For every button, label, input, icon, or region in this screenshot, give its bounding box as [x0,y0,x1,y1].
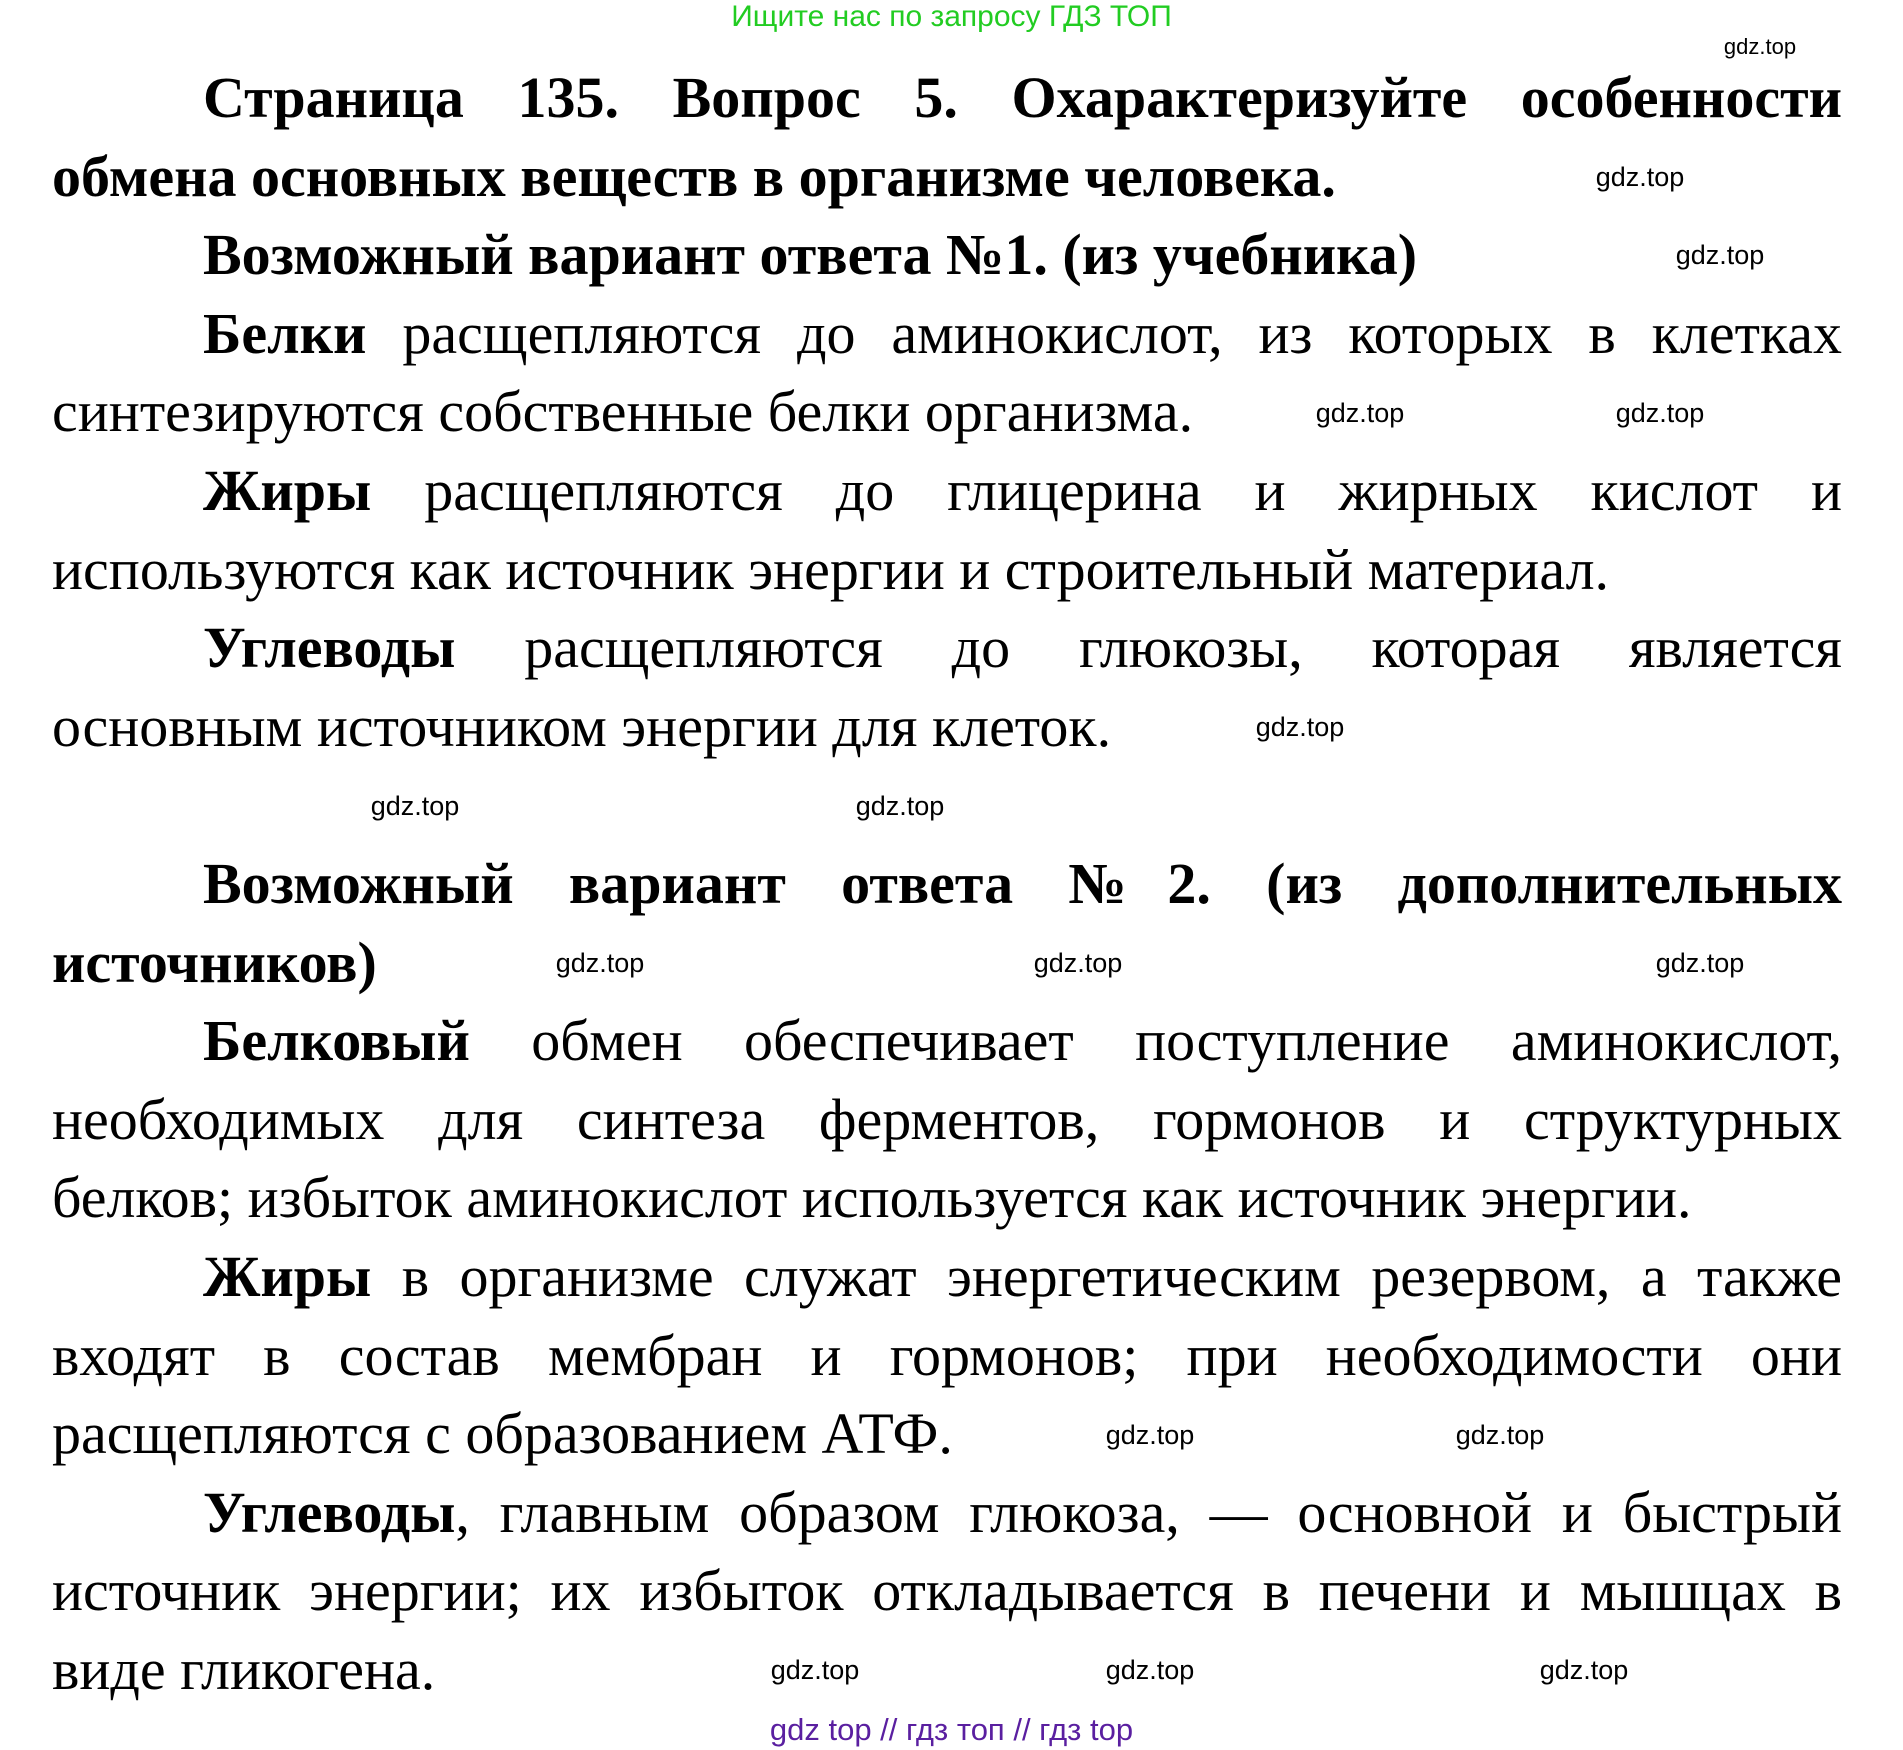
text-line [52,845,1842,924]
watermark: gdz.top [1615,398,1705,428]
paragraph [52,452,1842,609]
bold-term: обмена основных веществ в организме человека. [52,143,1336,209]
line-text: используются как источник энергии и строительный материал. [52,536,1610,602]
search-hint-banner: Ищите нас по запросу ГДЗ ТОП [731,0,1172,33]
line-text: расщепляются до глицерина и жирных кислот и [371,457,1842,523]
line-text: расщепляются до аминокислот, из которых в клетках [366,300,1842,366]
text-line [52,688,1111,767]
line-text: обмен обеспечивает поступление аминокислот, [469,1008,1842,1074]
watermark: gdz.top [770,1655,860,1685]
text-line [52,1002,1842,1081]
line-text: , главным образом глюкоза, — основной и быстрый [455,1479,1842,1545]
watermark: gdz.top [1539,1655,1629,1685]
line-text: основным источником энергии для клеток. [52,693,1112,759]
watermark: gdz.top [1723,34,1797,59]
watermark: gdz.top [1315,398,1405,428]
text-line [52,1317,1842,1396]
answer-document [52,59,1842,1709]
bold-term: источников) [52,929,377,995]
bold-term: Белки [203,300,367,366]
text-line [52,609,1842,688]
bold-term: Возможный вариант ответа №1. (из учебника) [203,222,1418,288]
text-line [52,1238,1842,1317]
text-line [52,1395,953,1474]
line-text: входят в состав мембран и гормонов; при необходимости они [52,1322,1842,1388]
paragraph [52,295,1842,452]
section-gap [52,766,1842,845]
watermark: gdz.top [1455,1420,1545,1450]
text-line [52,1552,1842,1631]
paragraph [52,845,1842,1002]
text-line [52,1159,1692,1238]
paragraph [52,216,1842,295]
text-line [52,373,1193,452]
text-line [52,295,1842,374]
line-text: белков; избыток аминокислот используется как источник энергии. [52,1165,1692,1231]
bold-term: Жиры [203,457,372,523]
paragraph [52,59,1842,216]
footer-banner: gdz top // гдз топ // гдз top [769,1712,1134,1747]
line-text: синтезируются собственные белки организма. [52,379,1194,445]
watermark: gdz.top [555,948,645,978]
text-line [52,452,1842,531]
line-text: расщепляются с образованием АТФ. [52,1401,953,1467]
bold-term: Углеводы [203,615,456,681]
line-text: в организме служат энергетическим резервом, а также [371,1243,1842,1309]
text-line [52,924,377,1003]
text-line [52,1631,435,1710]
text-line [52,138,1336,217]
text-line [52,1081,1842,1160]
watermark: gdz.top [1655,948,1745,978]
paragraph [52,609,1842,766]
watermark: gdz.top [1033,948,1123,978]
line-text: виде гликогена. [52,1636,436,1702]
bold-term: Белковый [203,1008,470,1074]
bold-term: Страница 135. Вопрос 5. Охарактеризуйте особенности [203,65,1842,130]
paragraph [52,1238,1842,1474]
bold-term: Возможный вариант ответа №2. (из дополнительных [203,850,1842,916]
watermark: gdz.top [370,791,460,821]
text-line [52,1474,1842,1553]
watermark: gdz.top [855,791,945,821]
line-text: расщепляются до глюкозы, которая является [455,615,1842,681]
watermark: gdz.top [1105,1420,1195,1450]
paragraph [52,1002,1842,1238]
bold-term: Жиры [203,1243,372,1309]
line-text: источник энергии; их избыток откладывается в печени и мышцах в [52,1558,1842,1624]
line-text: необходимых для синтеза ферментов, гормонов и структурных [52,1086,1842,1152]
text-line [52,216,1417,295]
watermark: gdz.top [1255,712,1345,742]
watermark: gdz.top [1105,1655,1195,1685]
bold-term: Углеводы [203,1479,456,1545]
text-line [52,59,1842,138]
text-line [52,531,1609,610]
watermark: gdz.top [1675,240,1765,270]
watermark: gdz.top [1595,162,1685,192]
